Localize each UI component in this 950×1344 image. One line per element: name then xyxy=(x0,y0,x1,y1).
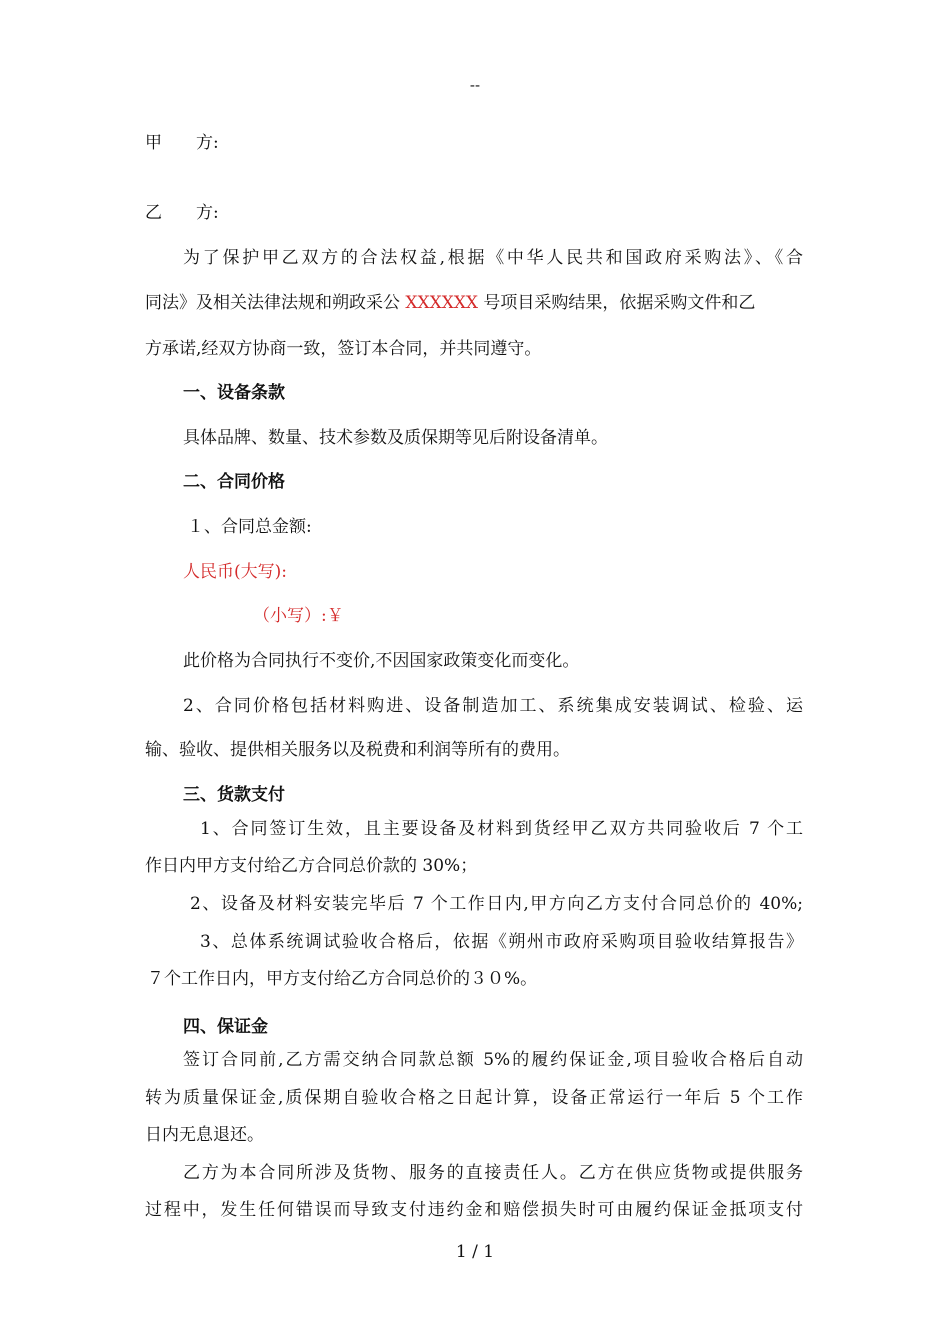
fixed-price-note: 此价格为合同执行不变价,不因国家政策变化而变化。 xyxy=(183,651,580,671)
deposit-p1-line-3: 日内无息退还。 xyxy=(145,1125,264,1145)
section-4-title: 四、保证金 xyxy=(183,1017,268,1037)
section-2-title: 二、合同价格 xyxy=(183,472,285,492)
project-code: XXXXXX xyxy=(405,293,479,313)
section-2-item-2-line-2: 输、验收、提供相关服务以及税费和利润等所有的费用。 xyxy=(145,740,570,760)
intro-line-2 xyxy=(145,292,755,314)
deposit-p1-line-1: 签订合同前,乙方需交纳合同款总额 5%的履约保证金,项目验收合格后自动 xyxy=(183,1050,803,1070)
section-1-title: 一、设备条款 xyxy=(183,383,285,403)
rmb-upper-label: 人民币(大写): xyxy=(183,562,287,582)
deposit-p1-line-2: 转为质量保证金,质保期自验收合格之日起计算，设备正常运行一年后 5 个工作 xyxy=(145,1088,803,1108)
intro-line-2-pre: 同法》及相关法律法规和朔政采公 xyxy=(145,293,406,313)
rmb-lower-label: （小写）:￥ xyxy=(253,606,344,626)
deposit-p2-line-1: 乙方为本合同所涉及货物、服务的直接责任人。乙方在供应货物或提供服务 xyxy=(183,1163,803,1183)
payment-1-line-2: 作日内甲方支付给乙方合同总价款的 30%； xyxy=(145,856,478,876)
payment-1-line-1: 1、合同签订生效，且主要设备及材料到货经甲乙双方共同验收后 7 个工 xyxy=(200,819,803,839)
section-2-item-1: １、合同总金额: xyxy=(187,517,312,537)
intro-line-1: 为了保护甲乙双方的合法权益,根据《中华人民共和国政府采购法》、《合 xyxy=(183,248,803,268)
party-a-label: 甲 方: xyxy=(145,133,219,153)
payment-3-line-1: 3、总体系统调试验收合格后，依据《朔州市政府采购项目验收结算报告》 xyxy=(200,932,803,952)
intro-line-3: 方承诺,经双方协商一致，签订本合同，并共同遵守。 xyxy=(145,339,542,359)
intro-line-2-post: 号项目采购结果，依据采购文件和乙 xyxy=(478,293,756,313)
payment-2: 2、设备及材料安装完毕后 7 个工作日内,甲方向乙方支付合同总价的 40%; xyxy=(190,894,803,914)
section-1-body: 具体品牌、数量、技术参数及质保期等见后附设备清单。 xyxy=(183,428,608,448)
section-3-title: 三、货款支付 xyxy=(183,785,285,805)
deposit-p2-line-2: 过程中，发生任何错误而导致支付违约金和赔偿损失时可由履约保证金抵项支付 xyxy=(145,1200,803,1220)
page-number: 1 / 1 xyxy=(455,1242,495,1262)
header-mark: -- xyxy=(469,76,481,94)
section-2-item-2-line-1: 2、合同价格包括材料购进、设备制造加工、系统集成安装调试、检验、运 xyxy=(183,696,803,716)
payment-3-line-2: ７个工作日内，甲方支付给乙方合同总价的３０%。 xyxy=(147,969,538,989)
party-b-label: 乙 方: xyxy=(145,203,219,223)
